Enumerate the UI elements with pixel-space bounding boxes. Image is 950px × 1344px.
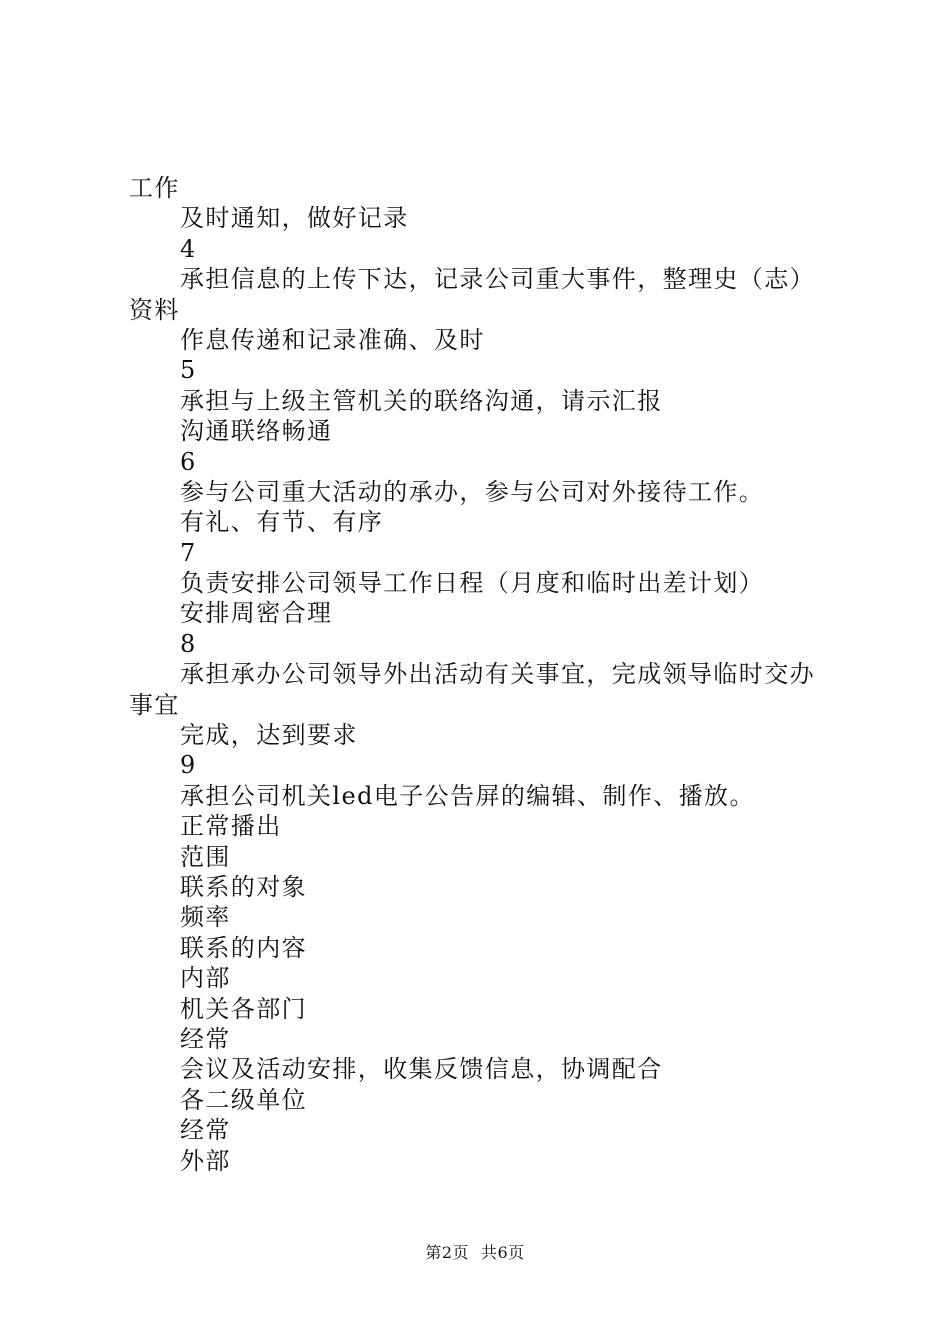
- text-line: 负责安排公司领导工作日程（月度和临时出差计划）: [180, 569, 765, 598]
- text-line: 工作: [129, 174, 180, 202]
- text-line: 承担公司机关led电子公告屏的编辑、制作、播放。: [180, 781, 755, 810]
- page-total: 共6页: [481, 1243, 525, 1262]
- text-line: 正常播出: [180, 812, 282, 841]
- document-body: [129, 173, 834, 1176]
- text-line: 完成，达到要求: [180, 721, 358, 750]
- text-line: 参与公司重大活动的承办，参与公司对外接待工作。: [180, 477, 765, 506]
- text-line: 经常: [180, 1024, 231, 1053]
- text-line: 承担承办公司领导外出活动有关事宜，完成领导临时交办: [180, 660, 815, 689]
- text-line: 各二级单位: [180, 1085, 307, 1114]
- text-line: 承担与上级主管机关的联络沟通，请示汇报: [180, 386, 663, 415]
- text-line: 联系的对象: [180, 872, 307, 901]
- text-line: 及时通知，做好记录: [180, 204, 409, 233]
- text-line: 联系的内容: [180, 933, 307, 962]
- text-line: 9: [180, 751, 197, 780]
- text-line: 4: [180, 234, 197, 263]
- page-footer: [0, 1243, 950, 1263]
- text-line: 安排周密合理: [180, 599, 333, 628]
- text-line: 频率: [180, 903, 231, 932]
- text-line: 资料: [129, 295, 180, 324]
- text-line: 经常: [180, 1116, 231, 1145]
- text-line: 外部: [180, 1146, 231, 1175]
- text-line: 7: [180, 538, 197, 567]
- page-number: 第2页: [425, 1243, 469, 1262]
- text-line: 6: [180, 447, 197, 476]
- text-line: 5: [180, 356, 197, 385]
- text-line: 8: [180, 629, 197, 658]
- text-line: 事宜: [129, 690, 180, 719]
- text-line: 内部: [180, 964, 231, 993]
- text-line: 范围: [180, 842, 231, 871]
- text-line: 承担信息的上传下达，记录公司重大事件，整理史（志）: [180, 265, 815, 294]
- text-line: 有礼、有节、有序: [180, 508, 384, 537]
- text-line: 会议及活动安排，收集反馈信息，协调配合: [180, 1055, 663, 1084]
- text-line: 机关各部门: [180, 994, 307, 1023]
- text-line: 沟通联络畅通: [180, 417, 333, 446]
- text-line: 作息传递和记录准确、及时: [180, 325, 485, 354]
